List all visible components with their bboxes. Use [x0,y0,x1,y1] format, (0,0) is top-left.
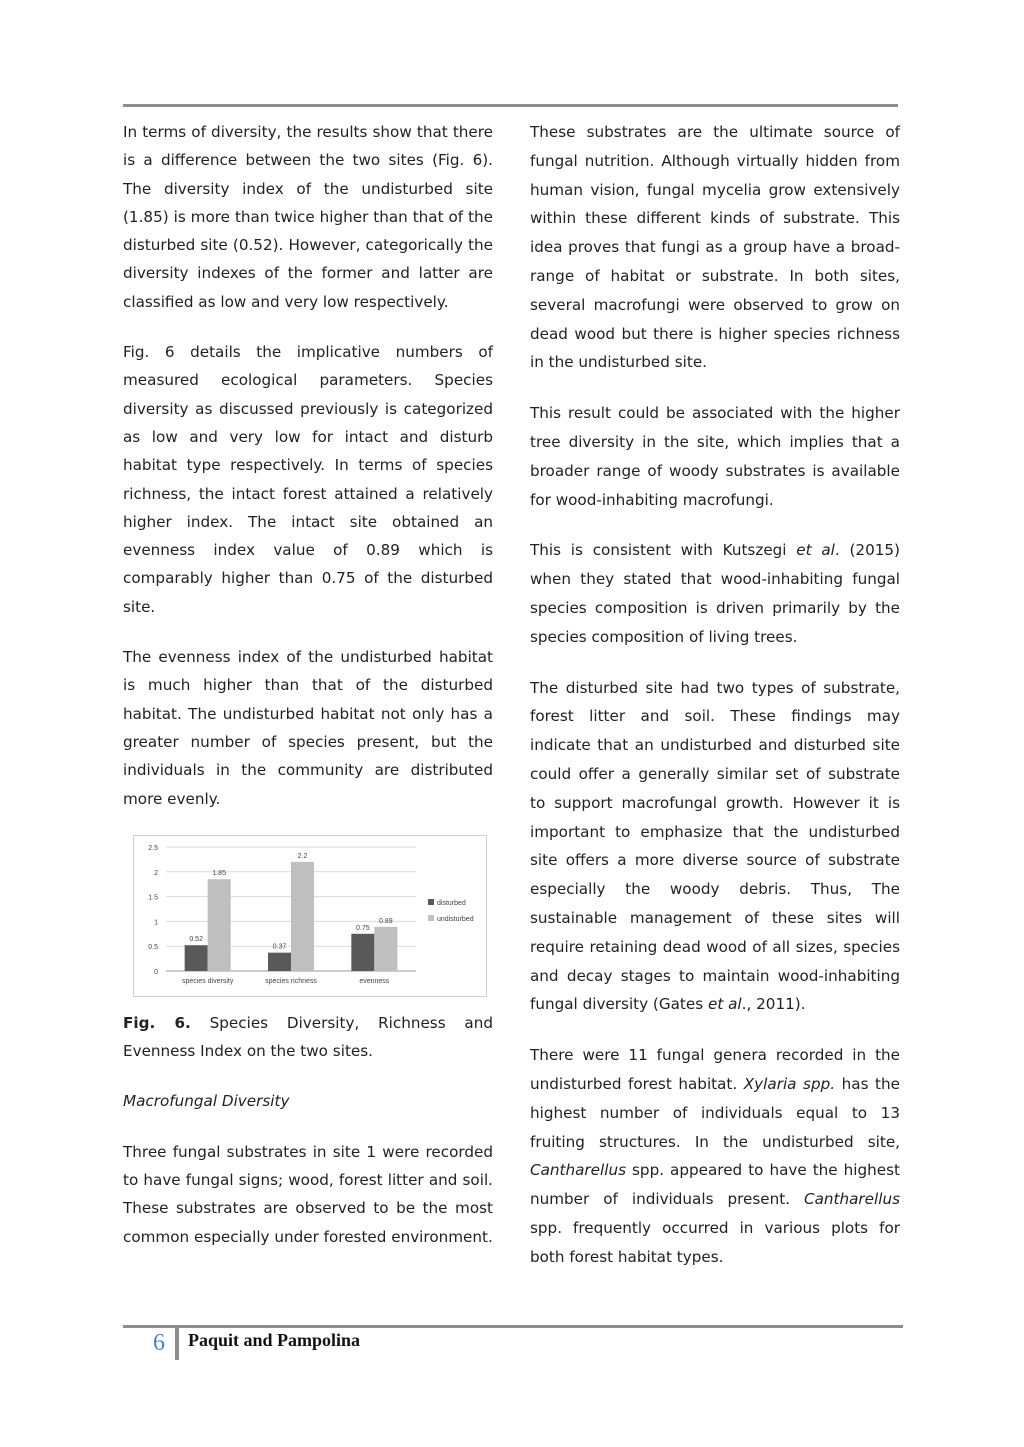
text-run: spp. frequently occurred in various plots for both forest habitat types. [530,1218,900,1266]
legend-label: disturbed [437,899,466,907]
bar-undisturbed [208,879,231,971]
paragraph [530,1041,900,1271]
paragraph: This result could be associated with the higher tree diversity in the site, which implies that a broader range of woody substrates is available for wood-inhabiting macrofungi. [530,404,900,509]
italic-text: et al [796,541,835,560]
figure-caption [123,1009,493,1066]
paragraph: These substrates are the ultimate source of fungal nutrition. Although virtually hidden from human vision, fungal mycelia grow extensively within these different kinds of substrate. This idea proves that fungi as a group have a broad-range of habitat or substrate. In both sites, several macrofungi were observed to grow on dead wood but there is higher species richness in the undisturbed site. [530,123,900,372]
legend-label: undisturbed [437,915,474,923]
text-run: spp. appeared to have the highest number of individuals present. [530,1161,900,1209]
y-tick-label: 2 [154,869,158,877]
text-run: The disturbed site had two types of substrate, forest litter and soil. These findings may indicate that an undisturbed and disturbed site could offer a generally similar set of substrate to support macrofungal growth. However it is important to emphasize that the undisturbed site offers a more diverse source of substrate especially the woody debris. Thus, The sustainable management of these sites will require retaining dead wood of all sizes, species and decay stages to maintain wood-inhabiting fungal diversity (Gates [530,678,900,1014]
text-run: . (2015) when they stated that wood-inhabiting fungal species composition is driven primarily by the species composition of living trees. [530,541,900,646]
page-number: 6 [153,1330,165,1356]
bar-disturbed [351,934,374,971]
data-label: 0.37 [272,943,287,951]
italic-text: Cantharellus [804,1190,900,1209]
right-column [530,118,900,1293]
footer-rule [123,1325,903,1328]
italic-text: et al [707,995,742,1014]
footer-divider [175,1327,179,1360]
x-tick-label: species richness [265,977,317,985]
y-tick-label: 2.5 [148,844,158,852]
text-run: ., 2011). [741,995,806,1014]
data-label: 0.89 [379,917,393,925]
bar-undisturbed [291,862,314,971]
paragraph [530,536,900,651]
bar-disturbed [268,952,291,970]
y-tick-label: 0 [154,968,158,976]
paragraph: Three fungal substrates in site 1 were recorded to have fungal signs; wood, forest litter and soil. These substrates are observed to be the most common especially under forested environment. [123,1142,493,1246]
paragraph [530,674,900,1020]
italic-text: Cantharellus [530,1161,626,1180]
text-run: There were 11 fungal genera recorded in the undisturbed forest habitat. [530,1046,900,1093]
data-label: 2.2 [297,852,308,860]
text-run: This is consistent with Kutszegi [530,541,797,560]
running-head: Paquit and Pampolina [188,1330,361,1350]
legend-swatch [428,915,434,921]
x-tick-label: evenness [359,977,390,985]
y-tick-label: 0.5 [148,944,158,952]
italic-text: Xylaria spp. [743,1074,836,1093]
data-label: 0.52 [189,936,203,944]
bar-chart [134,836,486,996]
y-tick-label: 1 [154,919,158,927]
top-rule [123,104,898,107]
paragraph: In terms of diversity, the results show that there is a difference between the two sites (Fig. 6). The diversity index of the undisturbed site (1.85) is more than twice higher than that of the disturbed site (0.52). However, categorically the diversity indexes of the former and latter are classified as low and very low respectively. [123,123,493,311]
bar-undisturbed [374,927,397,971]
y-tick-label: 1.5 [148,894,158,902]
data-label: 0.75 [356,924,370,932]
left-column [123,118,493,1273]
paragraph: Fig. 6 details the implicative numbers of measured ecological parameters. Species diversity as discussed previously is categorized as low and very low for intact and disturb habitat type respectively. In terms of species richness, the intact forest attained a relatively higher index. The intact site obtained an evenness index value of 0.89 which is comparably higher than 0.75 of the disturbed site. [123,343,493,616]
caption-text: Species Diversity, Richness and Evenness Index on the two sites. [123,1013,493,1061]
bar-disturbed [185,945,208,971]
paragraph: The evenness index of the undisturbed habitat is much higher than that of the disturbed habitat. The undisturbed habitat not only has a greater number of species present, but the individuals in the community are distributed more evenly. [123,648,493,808]
caption-label: Fig. 6. [123,1013,191,1032]
legend-swatch [428,899,434,905]
section-heading: Macrofungal Diversity [123,1092,290,1111]
figure-6-chart [133,835,487,997]
data-label: 1.85 [212,870,226,878]
x-tick-label: species diversity [181,977,234,985]
text-run: has the highest number of individuals equal to 13 fruiting structures. In the undisturbed site, [530,1074,900,1151]
